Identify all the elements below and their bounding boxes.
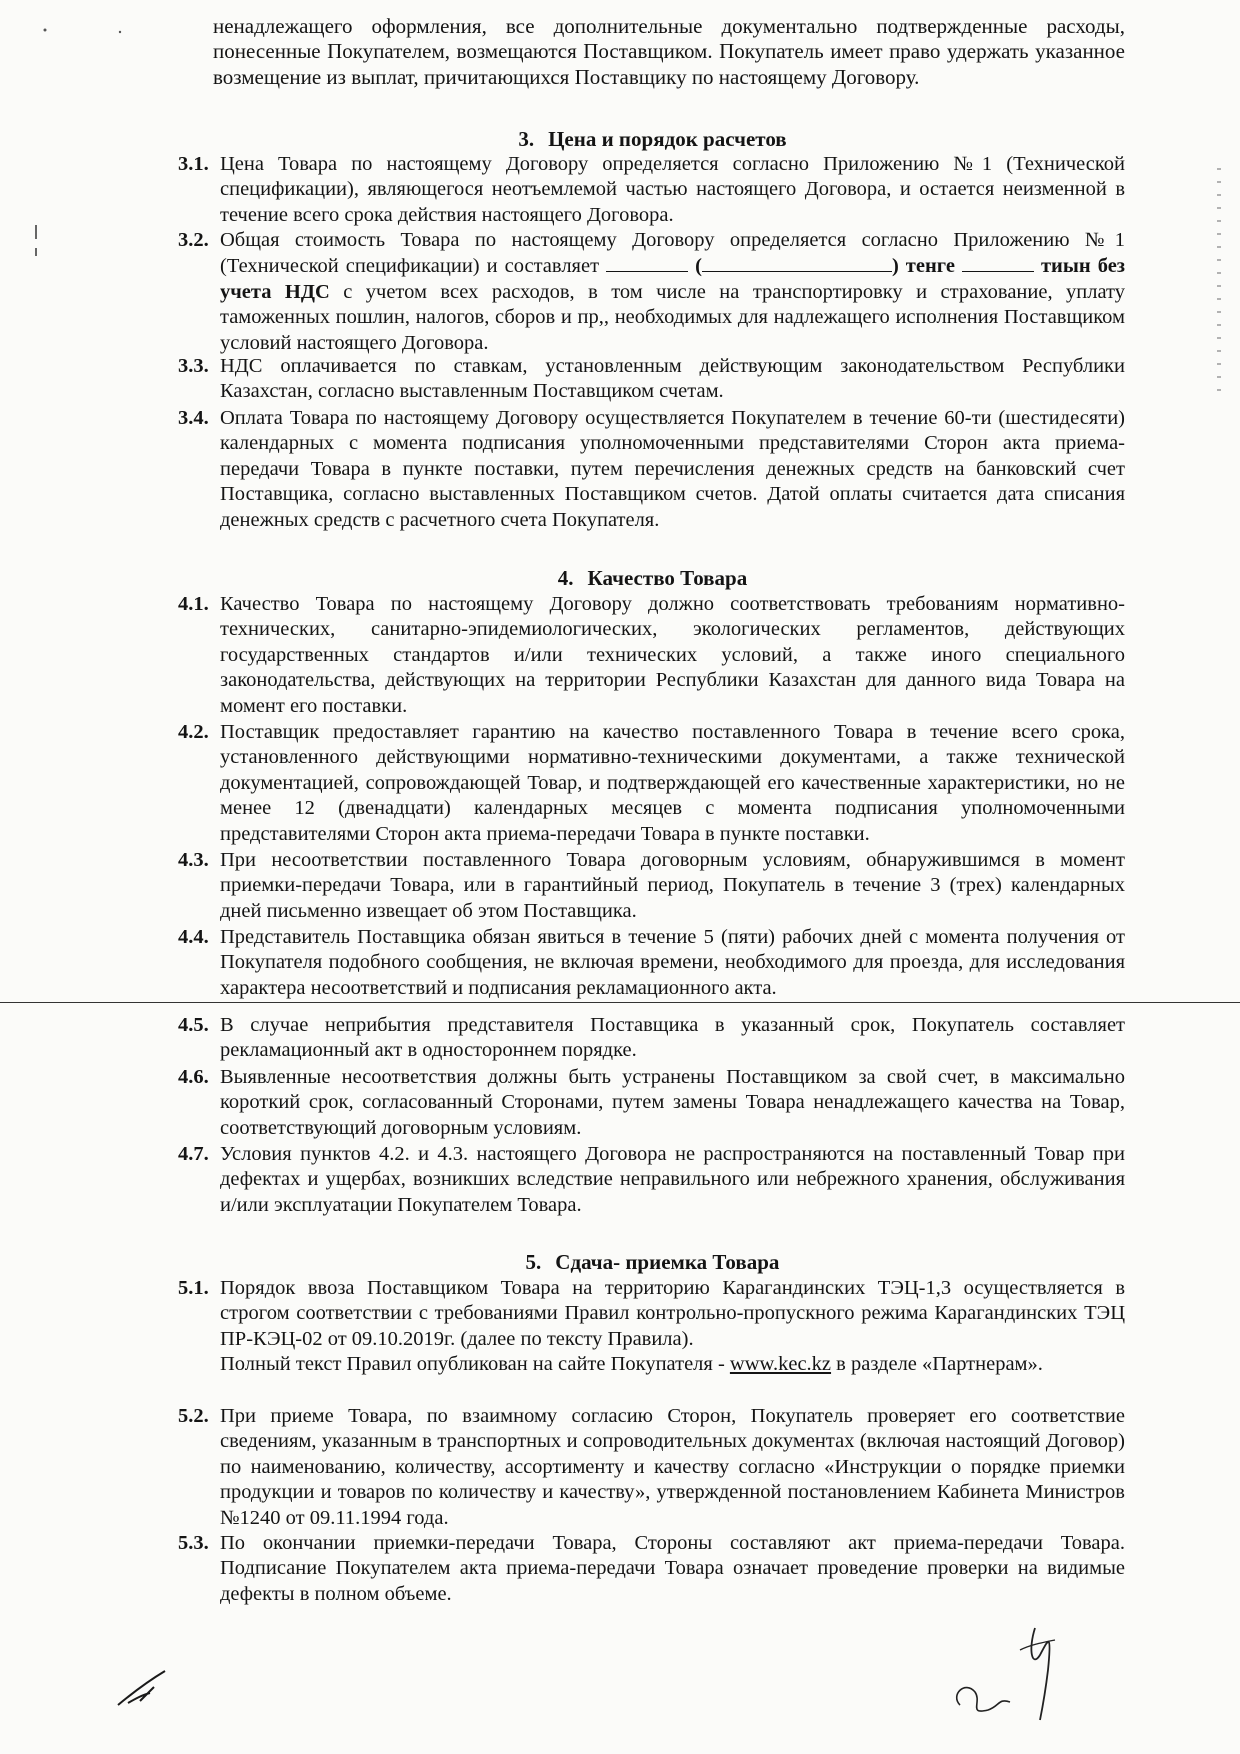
section-title: Цена и порядок расчетов [548, 127, 787, 151]
clause-3-3 [178, 354, 1125, 405]
clause-4-4 [178, 925, 1125, 1001]
clause-4-1 [178, 592, 1125, 719]
clause-number: 4.7. [178, 1143, 209, 1165]
clause-text: Условия пунктов 4.2. и 4.3. настоящего Договора не распространяются на поставленный Товар при дефектах и ущербах, возникших вследствие неправильного или небрежного хранения, обслуживания и/или эксплуатации Покупателем Товара. [220, 1143, 1125, 1216]
section-number: 5. [525, 1250, 542, 1274]
clause-number: 4.6. [178, 1066, 209, 1088]
clause-number: 4.3. [178, 849, 209, 871]
clause-5-3 [178, 1531, 1125, 1607]
clause-number: 3.3. [178, 355, 209, 377]
clause-text-part: Общая стоимость Товара по настоящему Договору определяется согласно Приложению №1 (Технической спецификации) и составляет [220, 229, 1125, 278]
clause-text: Цена Товара по настоящему Договору определяется согласно Приложению №1 (Технической спецификации), являющегося неотъемлемой частью настоящего Договора, и остается неизменной в течение всего срока действия настоящего Договора. [220, 153, 1125, 226]
clause-number: 3.1. [178, 153, 209, 175]
clause-4-6 [178, 1065, 1125, 1141]
clause-3-2 [178, 228, 1125, 356]
clause-text [220, 1276, 1125, 1378]
clause-text-part: с учетом всех расходов, в том числе на транспортировку и страхование, уплату таможенных пошлин, налогов, сборов и пр,, необходимых для надлежащего исполнения Поставщиком условий настоящего Договора. [220, 280, 1125, 354]
tiyn-blank [962, 253, 1034, 272]
currency-label: тенге [905, 255, 955, 278]
section-number: 3. [518, 127, 535, 151]
clause-number: 5.3. [178, 1532, 209, 1554]
section-title: Качество Товара [587, 566, 748, 590]
clause-5-1 [178, 1276, 1125, 1378]
clause-text-part: в разделе «Партнерам». [836, 1353, 1043, 1376]
clause-text: Представитель Поставщика обязан явиться в течение 5 (пяти) рабочих дней с момента получения от Покупателя подобного сообщения, не включая времени, необходимого для проезда, для исследования характера несоответствий и подписания рекламационного акта. [220, 926, 1125, 999]
clause-text: При приеме Товара, по взаимному согласию Сторон, Покупатель проверяет его соответствие сведениям, указанным в транспортных и сопроводительных документах (включая настоящий Договор) по наименованию, количеству, ассортименту и качеству согласно «Инструкции о порядке приемки продукции и товаров по количеству и качеству», утвержденной постановлением Кабинета Министров №1240 от 09.11.1994 года. [220, 1405, 1125, 1529]
amount-blank [606, 253, 688, 272]
initials-mark-icon [110, 1665, 180, 1715]
clause-text: Выявленные несоответствия должны быть устранены Поставщиком за свой счет, в максимально короткий срок, согласованный Сторонами, путем замены Товара ненадлежащего качества на Товар, соответствующий договорным условиям. [220, 1066, 1125, 1139]
clause-4-3 [178, 848, 1125, 924]
clause-number: 4.2. [178, 721, 209, 743]
clause-3-4 [178, 406, 1125, 533]
section-number: 4. [557, 566, 574, 590]
clause-number: 4.1. [178, 593, 209, 615]
section-3-heading [180, 127, 1125, 152]
clause-text-part: Порядок ввоза Поставщиком Товара на территорию Карагандинских ТЭЦ-1,3 осуществляется в строгом соответствии с требованиями Правил контрольно-пропускного режима Карагандинских ТЭЦ ПР-КЭЦ-02 от 09.10.2019г. (далее по тексту Правила). [220, 1277, 1125, 1350]
section-5-heading [180, 1250, 1125, 1275]
scan-edge-specks [1217, 168, 1221, 398]
clause-text [220, 228, 1125, 356]
clause-3-1 [178, 152, 1125, 228]
clause-text: При несоответствии поставленного Товара договорным условиям, обнаружившимся в момент приемки-передачи Товара, или в гарантийный период, Покупатель в течение 3 (трех) календарных дней письменно извещает об этом Поставщика. [220, 849, 1125, 922]
website-link[interactable]: www.kec.kz [729, 1353, 832, 1376]
clause-text: Качество Товара по настоящему Договору должно соответствовать требованиям нормативно-технических, санитарно-эпидемиологических, экологических регламентов, действующих государственных стандартов и/или технических условий, а также иного специального законодательства, действующих на территории Республики Казахстан для данного вида Товара на момент его поставки. [220, 593, 1125, 717]
paren-open: ( [695, 255, 702, 278]
clause-text: По окончании приемки-передачи Товара, Стороны составляют акт приема-передачи Товара. Подписание Покупателем акта приема-передачи Товара означает проведение проверки на видимые дефекты в полном объеме. [220, 1532, 1125, 1605]
handwritten-signature-icon [940, 1610, 1100, 1730]
clause-number: 4.4. [178, 926, 209, 948]
clause-number: 4.5. [178, 1014, 209, 1036]
clause-text: Оплата Товара по настоящему Договору осуществляется Покупателем в течение 60-ти (шестидесяти) календарных с момента подписания уполномоченными представителями Сторон акта приема-передачи Товара в пункте поставки, путем перечисления денежных средств на банковский счет Поставщика, согласно выставленных Поставщиком счетов. Датой оплаты считается дата списания денежных средств с расчетного счета Покупателя. [220, 407, 1125, 531]
clause-4-2 [178, 720, 1125, 847]
amount-words-blank [702, 253, 892, 272]
clause-number: 3.2. [178, 229, 209, 251]
clause-number: 5.2. [178, 1405, 209, 1427]
scan-dots-icon [30, 20, 130, 260]
page-divider-line [0, 1002, 1240, 1003]
clause-text-part: Полный текст Правил опубликован на сайте Покупателя - [220, 1353, 725, 1376]
section-title: Сдача- приемка Товара [555, 1250, 780, 1274]
section-4-heading [180, 566, 1125, 591]
intro-paragraph: ненадлежащего оформления, все дополнительные документально подтвержденные расходы, понесенные Покупателем, возмещаются Поставщиком. Покупатель имеет право удержать указанное возмещение из выплат, причитающихся Поставщику по настоящему Договору. [213, 14, 1125, 89]
clause-number: 3.4. [178, 407, 209, 429]
clause-text: НДС оплачивается по ставкам, установленным действующим законодательством Республики Казахстан, согласно выставленным Поставщиком счетам. [220, 355, 1125, 403]
clause-text: Поставщик предоставляет гарантию на качество поставленного Товара в течение всего срока, установленного действующими нормативно-техническими документами, а также технической документацией, сопровождающей Товар, и подтверждающей его качественные характеристики, но не менее 12 (двенадцати) календарных месяцев с момента подписания уполномоченными представителями Сторон акта приема-передачи Товара в пункте поставки. [220, 721, 1125, 845]
vat-note: тиын без учета НДС [220, 255, 1126, 303]
clause-5-2 [178, 1404, 1125, 1531]
clause-text: В случае неприбытия представителя Поставщика в указанный срок, Покупатель составляет рекламационный акт в одностороннем порядке. [220, 1014, 1125, 1062]
clause-number: 5.1. [178, 1277, 209, 1299]
paren-close: ) [891, 255, 899, 278]
clause-4-5 [178, 1013, 1125, 1064]
clause-4-7 [178, 1142, 1125, 1218]
